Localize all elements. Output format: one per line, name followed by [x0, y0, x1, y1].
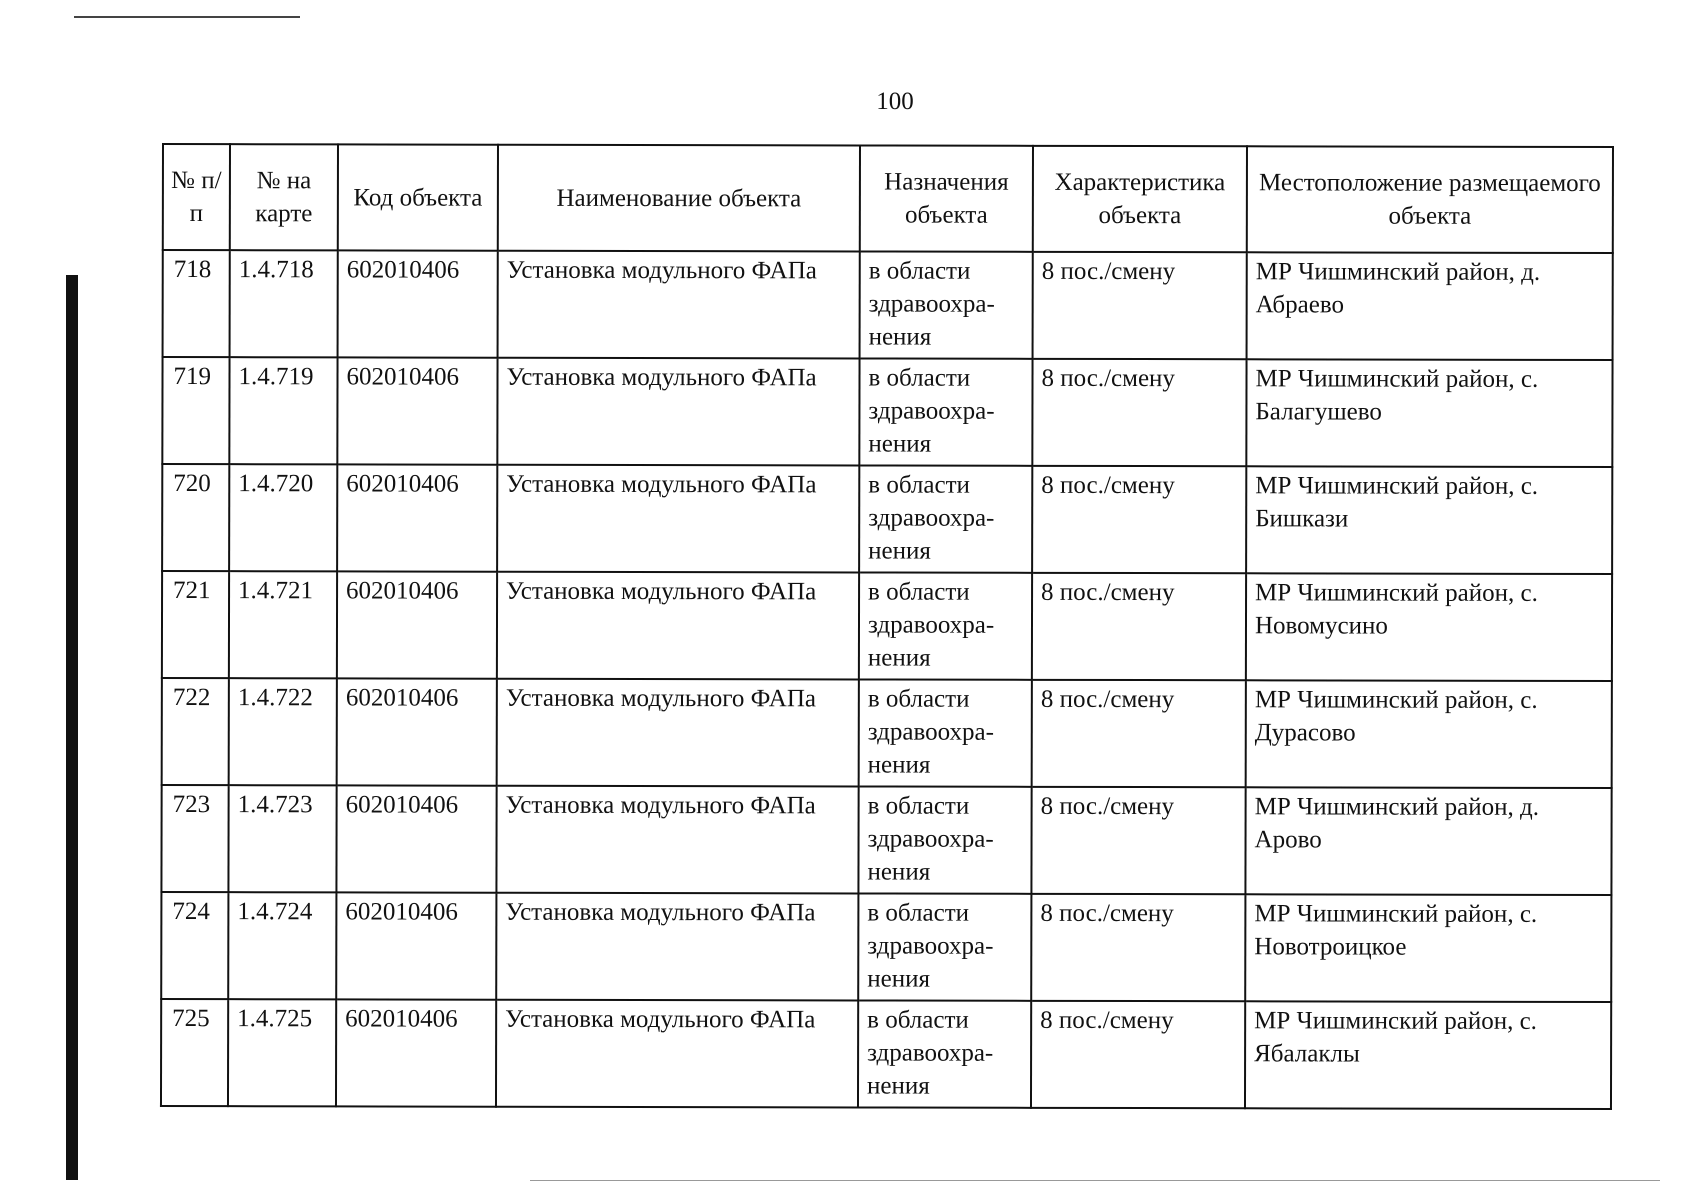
header-object-purpose: Назначения объекта	[860, 145, 1033, 251]
cell-object-name: Установка модульного ФАПа	[496, 1000, 858, 1108]
table-row	[163, 250, 1613, 360]
cell-object-name: Установка модульного ФАПа	[496, 786, 858, 894]
cell-map-number: 1.4.720	[229, 464, 337, 571]
scan-artifact-top-line	[74, 16, 300, 18]
cell-object-location: МР Чишминский район, д. Арово	[1245, 787, 1611, 895]
table-row	[162, 357, 1612, 467]
cell-object-location: МР Чишминский район, с. Дурасово	[1246, 680, 1612, 788]
cell-object-code: 602010406	[337, 357, 497, 464]
cell-object-characteristic: 8 пос./смену	[1032, 573, 1246, 680]
cell-object-characteristic: 8 пос./смену	[1031, 894, 1245, 1001]
cell-object-location: МР Чишминский район, д. Абраево	[1247, 252, 1613, 360]
cell-object-name: Установка модульного ФАПа	[497, 465, 859, 573]
cell-row-number: 719	[162, 357, 229, 464]
objects-table	[160, 143, 1614, 1110]
scan-artifact-left-bar	[66, 275, 78, 1180]
cell-object-characteristic: 8 пос./смену	[1033, 252, 1247, 359]
header-object-code: Код объекта	[338, 144, 498, 250]
table-row	[161, 999, 1611, 1109]
cell-map-number: 1.4.719	[229, 357, 337, 464]
cell-object-name: Установка модульного ФАПа	[497, 358, 859, 466]
cell-row-number: 718	[163, 250, 230, 357]
cell-row-number: 722	[162, 678, 229, 785]
cell-object-purpose: в области здравоохра-нения	[858, 786, 1031, 893]
cell-object-purpose: в области здравоохра-нения	[859, 358, 1032, 465]
cell-object-characteristic: 8 пос./смену	[1031, 1001, 1245, 1108]
cell-object-location: МР Чишминский район, с. Ябалаклы	[1245, 1001, 1611, 1109]
cell-map-number: 1.4.725	[228, 999, 336, 1106]
cell-object-characteristic: 8 пос./смену	[1031, 787, 1245, 894]
table-row	[162, 571, 1612, 681]
cell-object-name: Установка модульного ФАПа	[497, 572, 859, 680]
header-object-location: Местоположение размещаемого объекта	[1247, 146, 1613, 253]
table-row	[162, 678, 1612, 788]
cell-map-number: 1.4.722	[229, 678, 337, 785]
cell-map-number: 1.4.721	[229, 571, 337, 678]
cell-object-purpose: в области здравоохра-нения	[859, 465, 1032, 572]
table-header-row	[163, 144, 1613, 253]
cell-object-purpose: в области здравоохра-нения	[858, 893, 1031, 1000]
cell-object-code: 602010406	[337, 464, 497, 571]
table-row	[161, 892, 1611, 1002]
cell-object-characteristic: 8 пос./смену	[1032, 466, 1246, 573]
cell-row-number: 725	[161, 999, 228, 1106]
cell-object-purpose: в области здравоохра-нения	[860, 251, 1033, 358]
header-object-name: Наименование объекта	[498, 145, 860, 252]
cell-row-number: 721	[162, 571, 229, 678]
cell-object-name: Установка модульного ФАПа	[496, 893, 858, 1001]
cell-object-purpose: в области здравоохра-нения	[859, 679, 1032, 786]
cell-object-code: 602010406	[336, 999, 496, 1106]
table-row	[162, 464, 1612, 574]
cell-object-purpose: в области здравоохра-нения	[859, 572, 1032, 679]
cell-object-location: МР Чишминский район, с. Новотроицкое	[1245, 894, 1611, 1002]
scan-artifact-bottom-line	[530, 1180, 1660, 1181]
page-number: 100	[876, 88, 914, 115]
cell-map-number: 1.4.724	[228, 892, 336, 999]
cell-object-name: Установка модульного ФАПа	[497, 679, 859, 787]
header-row-number: № п/п	[163, 144, 230, 250]
cell-map-number: 1.4.723	[228, 785, 336, 892]
cell-object-code: 602010406	[336, 892, 496, 999]
cell-object-characteristic: 8 пос./смену	[1032, 680, 1246, 787]
cell-object-code: 602010406	[336, 785, 496, 892]
cell-row-number: 720	[162, 464, 229, 571]
cell-object-purpose: в области здравоохра-нения	[858, 1000, 1031, 1107]
cell-object-location: МР Чишминский район, с. Бишкази	[1246, 466, 1612, 574]
header-object-characteristic: Характеристика объекта	[1033, 146, 1247, 252]
table-row	[161, 785, 1611, 895]
cell-map-number: 1.4.718	[230, 250, 338, 357]
cell-row-number: 723	[161, 785, 228, 892]
cell-object-code: 602010406	[338, 250, 498, 357]
cell-object-characteristic: 8 пос./смену	[1032, 359, 1246, 466]
cell-object-location: МР Чишминский район, с. Новомусино	[1246, 573, 1612, 681]
cell-row-number: 724	[161, 892, 228, 999]
cell-object-code: 602010406	[337, 678, 497, 785]
cell-object-location: МР Чишминский район, с. Балагушево	[1246, 359, 1612, 467]
cell-object-code: 602010406	[337, 571, 497, 678]
header-map-number: № на карте	[230, 144, 338, 250]
cell-object-name: Установка модульного ФАПа	[498, 251, 860, 359]
